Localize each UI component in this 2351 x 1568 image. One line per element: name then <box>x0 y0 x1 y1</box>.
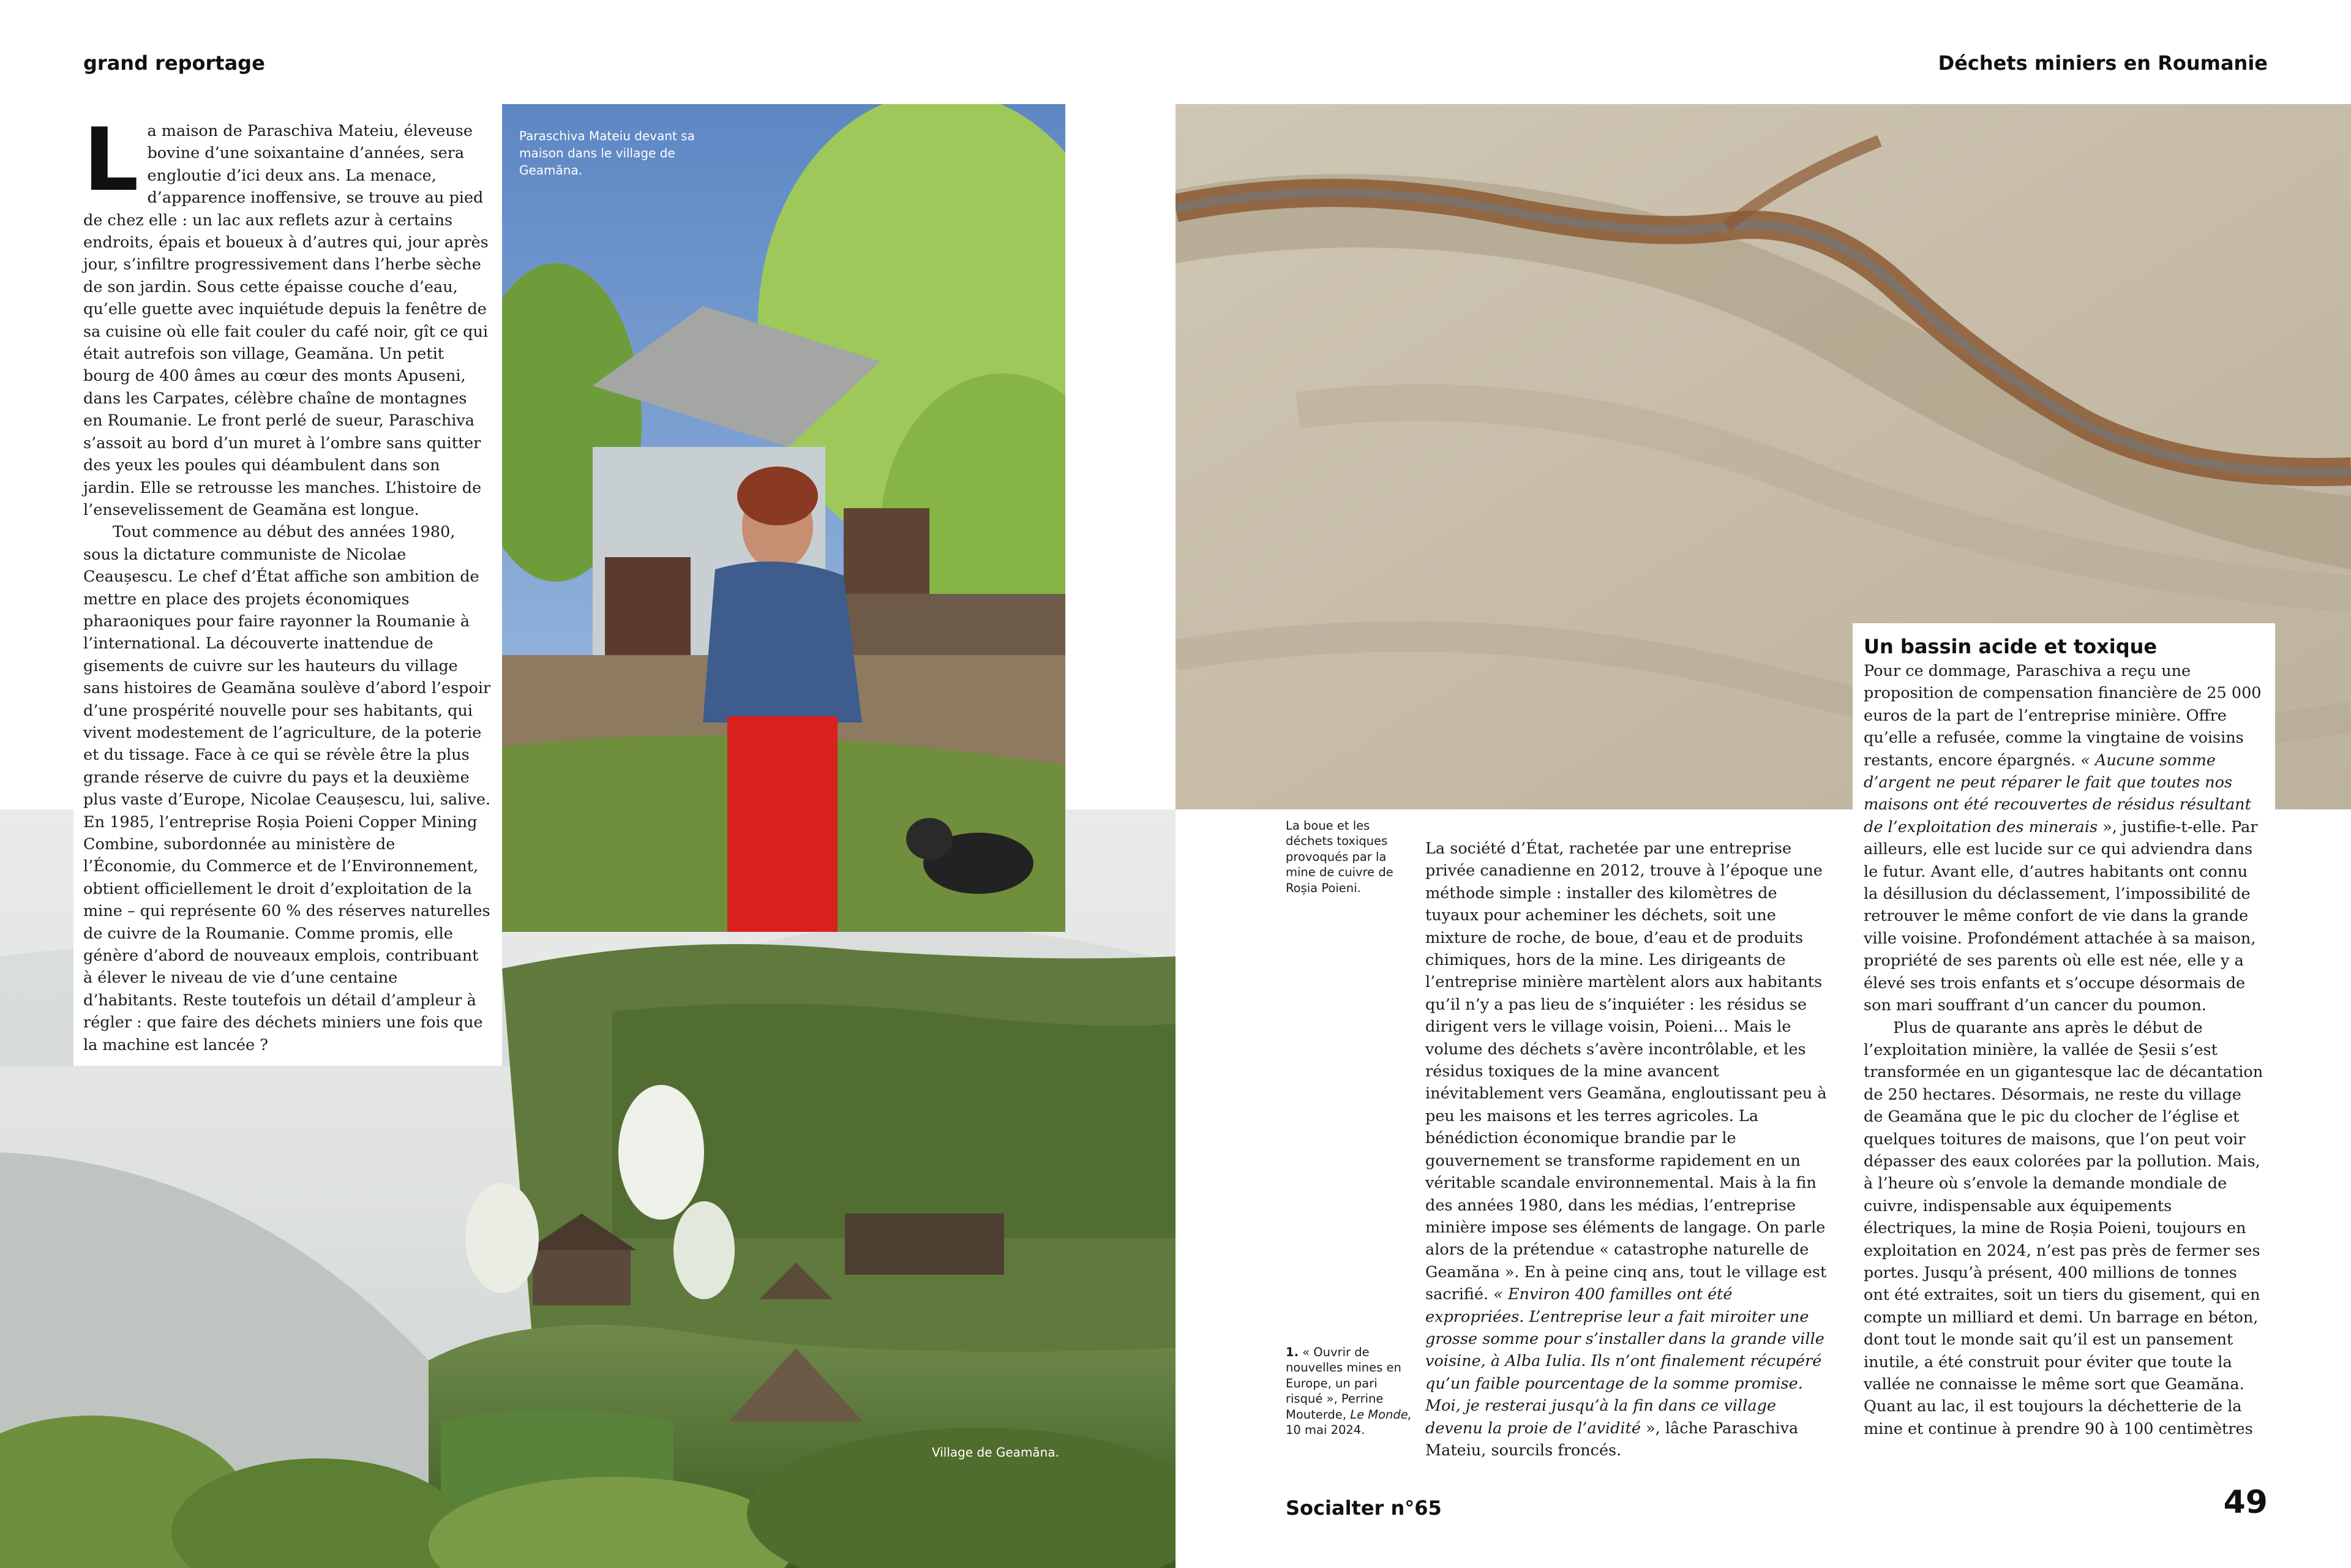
paragraph: Plus de quarante ans après le début de l’exploitation minière, la vallée de Șesii s’est transformée en un gigantesque lac de décantation de 250 hectares. Désormais, ne reste du village de Geamăna que le pic du clocher de l’église et quelques toitures de maisons, que l’on peut voir dépasser des eaux colorées par la pollution. Mais, à l’heure où s’envole la demande mondiale de cuivre, indispensable aux équipements électriques, la mine de Roșia Poieni, toujours en exploitation en 2024, n’est pas près de fermer ses portes. Jusqu’à présent, 400 millions de tonnes ont été extraites, soit un tiers du gisement, qui en compte un milliard et demi. Un barrage en béton, dont tout le monde sait qu’il est un pansement inutile, a été construit pour éviter que toute la vallée ne connaisse le même sort que Geamăna. Quant au lac, il est toujours la déchetterie de la mine et continue à prendre 90 à 100 centimètres <box>1864 1018 2263 1438</box>
paragraph-text: La société d’État, rachetée par une entreprise privée canadienne en 2012, trouve à l’époque une méthode simple : installer des kilomètres de tuyaux pour acheminer les déchets, soit une mixture de roche, de boue, d’eau et de produits chimiques, hors de la mine. Les dirigeants de l’entreprise minière martèlent alors aux habitants qu’il n’y a pas lieu de s’inquiéter : les résidus se dirigent vers le village voisin, Poieni… Mais le volume des déchets s’avère incontrôlable, et les résidus toxiques de la mine avancent inévitablement vers Geamăna, engloutissant peu à peu les maisons et les terres agricoles. La bénédiction économique brandie par le gouvernement se transforme rapidement en un véritable scandale environnemental. Mais à la fin des années 1980, dans les médias, l’entreprise minière impose ses éléments de langage. On parle alors de la prétendue « catastrophe naturelle de Geamăna ». En à peine cinq ans, tout le village est sacrifié. <box>1425 839 1827 1304</box>
portrait-image <box>501 104 1065 932</box>
paragraph-text: », lâche Paraschiva Mateiu, sourcils froncés. <box>1425 1419 1799 1460</box>
paragraph: Tout commence au début des années 1980, sous la dictature communiste de Nicolae Ceaușescu. Le chef d’État affiche son ambition de mettre en place des projets économiques pharaoniques pour faire rayonner la Roumanie à l’international. La découverte inattendue de gisements de cuivre sur les hauteurs du village sans histoires de Geamăna soulève d’abord l’espoir d’une prospérité nouvelle pour ses habitants, qui vivent modestement de l’agriculture, de la poterie et du tissage. Face à ce qui se révèle être la plus grande réserve de cuivre du pays et la deuxième plus vaste d’Europe, Nicolae Ceaușescu, lui, salive. En 1985, l’entreprise Roșia Poieni Copper Mining Combine, subordonnée au ministère de l’Économie, du Commerce et de l’Environnement, obtient officiellement le droit d’exploitation de la mine – qui représente 60 % des réserves naturelles de cuivre de la Roumanie. Comme promis, elle génère d’abord de nouveaux emplois, contribuant à élever le niveau de vie d’une centaine d’habitants. Reste toutefois un détail d’ampleur à régler : que faire des déchets miniers une fois que la machine est lancée ? <box>83 523 491 1054</box>
paragraph-text: Pour ce dommage, Paraschiva a reçu une proposition de compensation financière de 25 000 euros de la part de l’entreprise minière. Offre qu’elle a refusée, comme la vingtaine de voisins restants, encore épargnés. <box>1864 662 2262 770</box>
section-label: grand reportage <box>83 51 265 75</box>
mud-caption: La boue et les déchets toxiques provoqués par la mine de cuivre de Roșia Poieni. <box>1286 819 1393 895</box>
subheading: Un bassin acide et toxique <box>1864 635 2158 658</box>
topic-label: Déchets miniers en Roumanie <box>1938 51 2268 75</box>
quote-text: « Environ 400 familles ont été expropriées. L’entreprise leur a fait miroiter une grosse somme pour s’installer dans la grande ville voisine, à Alba Iulia. Ils n’ont finalement récupéré qu’un faible pourcentage de la somme promise. Moi, je resterai jusqu’à la fin dans ce village devenu la proie de l’avidité <box>1425 1285 1824 1438</box>
footnote-source: Le Monde, <box>1350 1407 1412 1422</box>
landscape-caption: Village de Geamăna. <box>932 1445 1059 1460</box>
footnote-number: 1. <box>1286 1345 1299 1359</box>
quote-text: « Aucune somme d’argent ne peut réparer le fait que toutes nos maisons ont été recouvertes de résidus résultant de l’exploitation des minerais <box>1864 751 2251 836</box>
paragraph <box>1425 838 1833 1461</box>
article-column-1 <box>73 104 502 1066</box>
footnote <box>1286 1345 1414 1438</box>
footnote-text: « Ouvrir de nouvelles mines en Europe, un pari risqué », Perrine Mouterde, <box>1286 1345 1401 1422</box>
paragraph-lead: La maison de Paraschiva Mateiu, éleveuse bovine d’une soixantaine d’années, sera engloutie d’ici deux ans. La menace, d’apparence inoffensive, se trouve au pied de chez elle : un lac aux reflets azur à certains endroits, épais et boueux à d’autres qui, jour après jour, s’infiltre progressivement dans l’herbe sèche de son jardin. Sous cette épaisse couche d’eau, qu’elle guette avec inquiétude depuis la fenêtre de sa cuisine où elle fait couler du café noir, gît ce qui était autrefois son village, Geamăna. Un petit bourg de 400 âmes au cœur des monts Apuseni, dans les Carpates, célèbre chaîne de montagnes en Roumanie. Le front perlé de sueur, Paraschiva s’assoit au bord d’un muret à l’ombre sans quitter des yeux les poules qui déambulent dans son jardin. Elle se retrousse les manches. L’histoire de l’ensevelissement de Geamăna est longue. <box>83 110 489 519</box>
footnote-date: 10 mai 2024. <box>1286 1423 1365 1438</box>
portrait-photo <box>501 104 1065 932</box>
paragraph-text: », justifie-t-elle. Par ailleurs, elle est lucide sur ce qui adviendra dans le futur. Avant elle, d’autres habitants ont connu la désillusion du déclassement, l’impossibilité de retrouver le même confort de vie dans la grande ville voisine. Profondément attachée à sa maison, propriété de ses parents où elle est née, elle y a élevé ses trois enfants et s’occupe désormais de son mari souffrant d’un cancer du poumon. <box>1864 817 2258 1015</box>
article-column-3 <box>1425 838 1833 1461</box>
article-column-4 <box>1853 623 2275 1440</box>
magazine-issue: Socialter n°65 <box>1286 1496 1442 1520</box>
portrait-caption: Paraschiva Mateiu devant sa maison dans le village de Geamăna. <box>519 129 695 178</box>
page-number: 49 <box>2223 1484 2268 1521</box>
paragraph <box>1864 660 2264 1017</box>
